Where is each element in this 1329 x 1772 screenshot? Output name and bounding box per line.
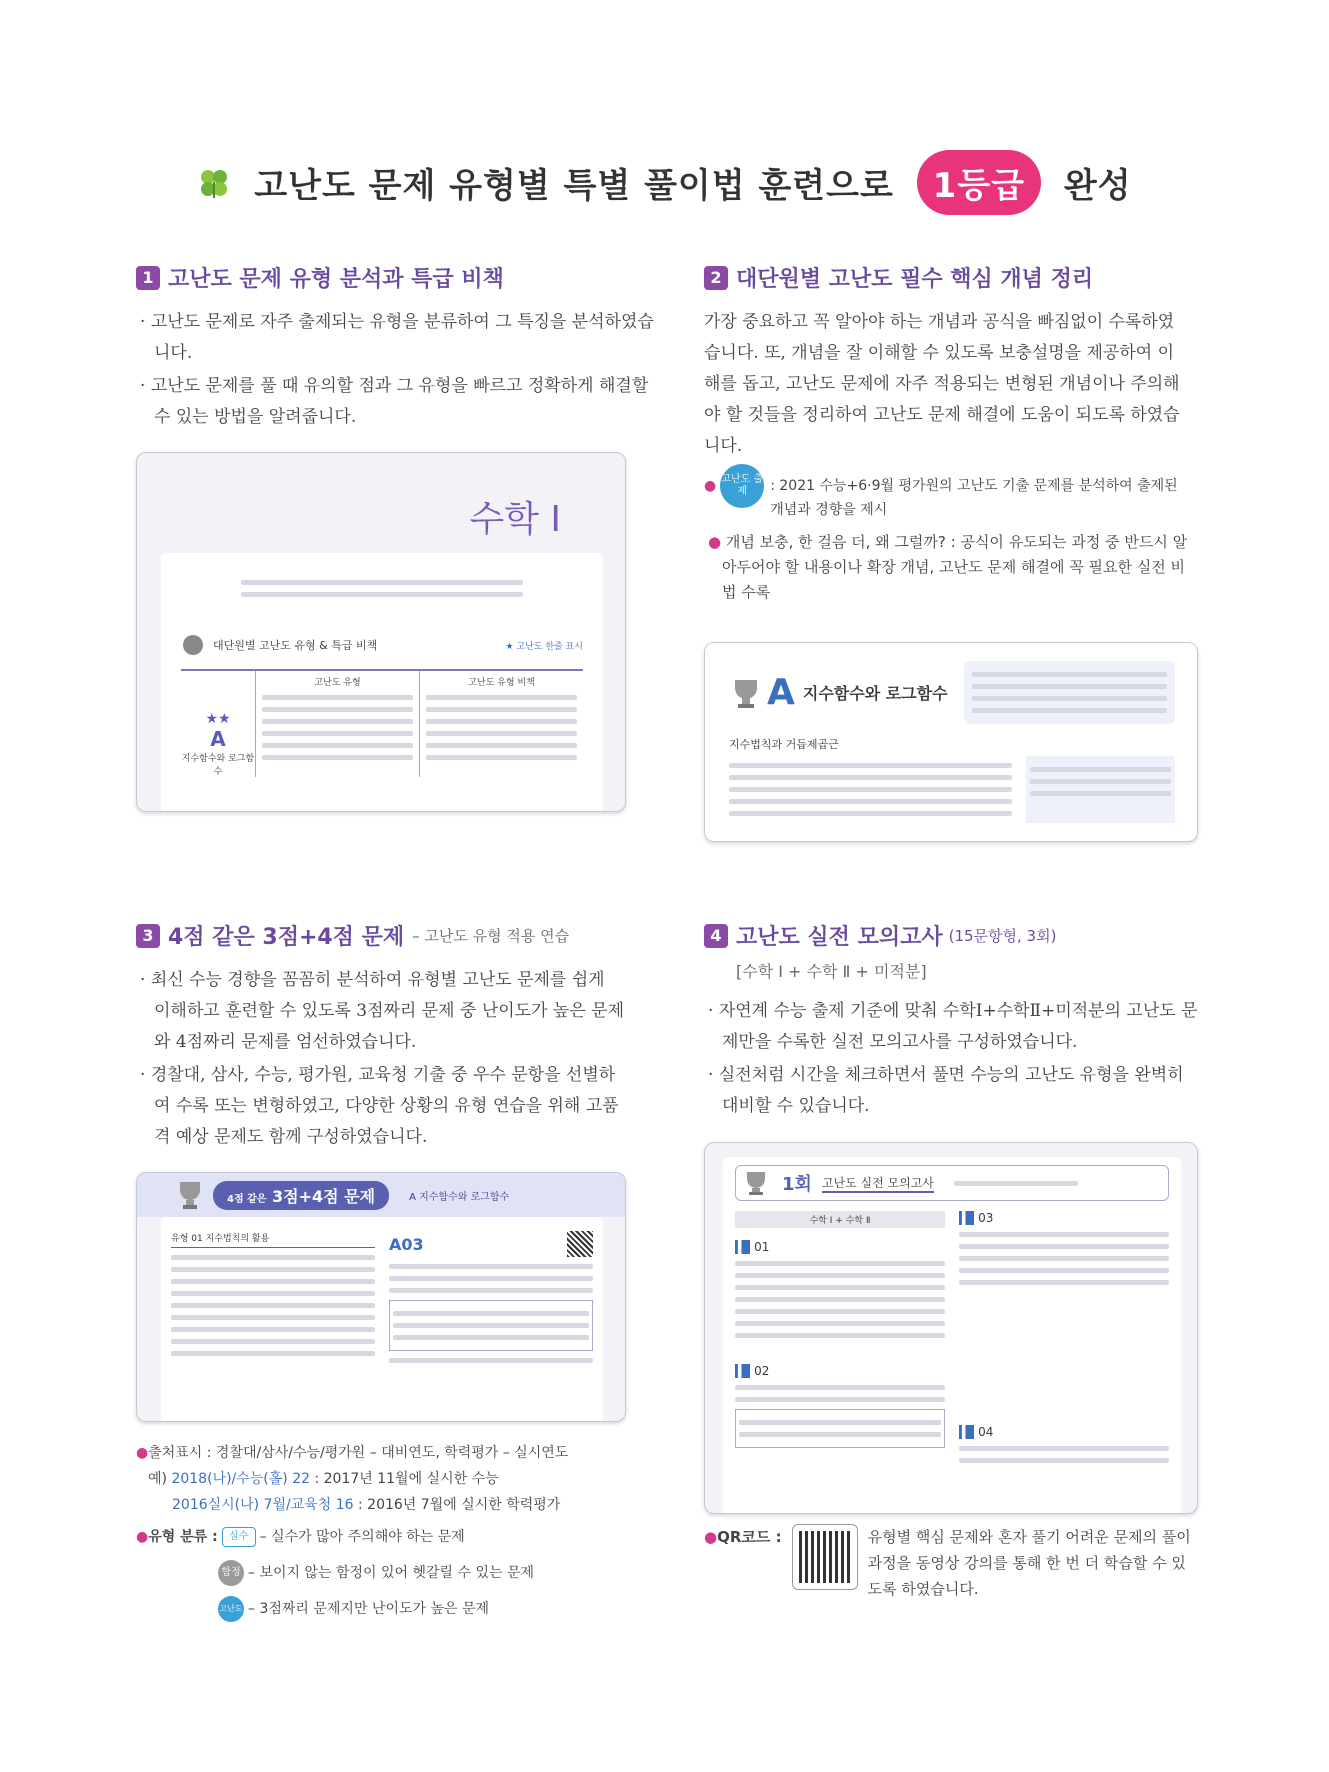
section-2-heading <box>704 262 1188 293</box>
question-number: ▍ 03 <box>959 1211 1169 1225</box>
unit-letter: A <box>210 727 226 751</box>
source-example-2: 2016실시(나) 7월/교육청 16 : 2016년 7월에 실시한 학력평가 <box>172 1497 561 1513</box>
title-prefix: 고난도 문제 유형별 특별 풀이법 훈련으로 <box>254 166 894 206</box>
section-1 <box>136 262 656 435</box>
band-title: 4점 같은 3점+4점 문제 <box>213 1181 389 1210</box>
subject-title: 수학 Ⅰ <box>469 499 561 540</box>
section-2 <box>704 262 1188 605</box>
type-row: 함정 – 보이지 않는 함정이 있어 헷갈릴 수 있는 문제 <box>136 1560 636 1586</box>
round-number: 1회 <box>782 1174 812 1195</box>
note-item: ● 고난도 출제 : 2021 수능+6·9월 평가원의 고난도 기출 문제를 분석하여 출제된 개념과 경향을 제시 <box>704 474 1188 522</box>
section-1-heading <box>136 262 656 293</box>
type-row: 고난도 – 3점짜리 문제지만 난이도가 높은 문제 <box>136 1596 636 1622</box>
section-3 <box>136 920 626 1155</box>
question-number: ▍ 04 <box>959 1425 1169 1439</box>
qr-description: 유형별 핵심 문제와 혼자 풀기 어려운 문제의 풀이 과정을 동영상 강의를 통해 한 번 더 학습할 수 있도록 하였습니다. <box>867 1528 1191 1598</box>
band-unit: A 지수함수와 로그함수 <box>409 1191 510 1203</box>
unit-name: 지수함수와 로그함수 <box>802 684 948 703</box>
qr-label: QR코드 : <box>717 1528 782 1546</box>
section-subtitle: – 고난도 유형 적용 연습 <box>412 927 570 945</box>
section-number: 3 <box>136 924 160 948</box>
section-title: 고난도 문제 유형 분석과 특급 비책 <box>168 267 504 292</box>
box-title: 대단원별 고난도 유형 & 특급 비책 <box>213 639 378 652</box>
subsection-title: 지수법칙과 거듭제곱근 <box>729 738 839 751</box>
section-number: 4 <box>704 924 728 948</box>
bullet-item: · 고난도 문제로 자주 출제되는 유형을 분류하여 그 특징을 분석하였습니다. <box>140 312 654 363</box>
bullet-item: · 자연계 수능 출제 기준에 맞춰 수학Ⅰ+수학Ⅱ+미적분의 고난도 문제만을 수록한 실전 모의고사를 구성하였습니다. <box>708 1001 1198 1052</box>
trophy-icon <box>177 1180 203 1210</box>
section-title: 고난도 실전 모의고사 <box>736 925 943 950</box>
section-4 <box>704 920 1198 1124</box>
difficulty-badge-icon: 고난도 출제 <box>720 464 764 508</box>
qr-code-icon <box>567 1231 593 1257</box>
section-title: 4점 같은 3점+4점 문제 <box>168 925 405 950</box>
section-subtitle: (15문항형, 3회) <box>948 927 1057 945</box>
column-header: 고난도 유형 비책 <box>468 678 535 688</box>
question-number: ▍ 02 <box>735 1364 945 1378</box>
clover-icon <box>197 166 231 209</box>
type-label: 유형 01 지수법칙의 활용 <box>171 1231 375 1248</box>
section-3-heading <box>136 920 626 951</box>
bullet-item: · 고난도 문제를 풀 때 유의할 점과 그 유형을 빠르고 정확하게 해결할 수 있는 방법을 알려줍니다. <box>140 376 649 427</box>
section-3-preview <box>136 1172 626 1422</box>
page-title <box>0 150 1329 215</box>
column-header: 수학 Ⅰ + 수학 Ⅱ <box>735 1211 945 1228</box>
trophy-icon <box>744 1170 768 1196</box>
note-text: 개념 보충, 한 걸음 더, 왜 그럴까? : 공식이 유도되는 과정 중 반드시 알아두어야 할 내용이나 확장 개념, 고난도 문제 해결에 꼭 필요한 실전 비법 수록 <box>722 533 1188 601</box>
section-2-preview <box>704 642 1198 842</box>
grade-badge: 1등급 <box>917 150 1041 215</box>
trap-icon: 함정 <box>218 1560 244 1586</box>
section-title: 대단원별 고난도 필수 핵심 개념 정리 <box>736 267 1094 292</box>
unit-letter: A <box>767 672 795 713</box>
exam-title: 고난도 실전 모의고사 <box>822 1174 934 1193</box>
qr-note: ● QR코드 : 유형별 핵심 문제와 혼자 풀기 어려운 문제의 풀이 과정을 동영상 강의를 통해 한 번 더 학습할 수 있도록 하였습니다. <box>704 1524 1198 1602</box>
type-row: ● 유형 분류 : 실수 – 실수가 많아 주의해야 하는 문제 <box>136 1529 465 1545</box>
source-example-1: 예) 2018(나)/수능(홀) 22 : 2017년 11월에 실시한 수능 <box>148 1471 499 1487</box>
subject-bracket: [수학 Ⅰ + 수학 Ⅱ + 미적분] <box>736 962 927 981</box>
bullet-item: · 최신 수능 경향을 꼼꼼히 분석하여 유형별 고난도 문제를 쉽게 이해하고 훈련할 수 있도록 3점짜리 문제 중 난이도가 높은 문제와 4점짜리 문제를 엄선하였습니다. <box>140 970 624 1052</box>
bullet-item: · 실전처럼 시간을 체크하면서 풀면 수능의 고난도 유형을 완벽히 대비할 수 있습니다. <box>708 1065 1184 1116</box>
section-1-preview <box>136 452 626 812</box>
mistake-icon: 실수 <box>222 1527 256 1547</box>
difficulty-icon: 고난도 <box>218 1596 244 1622</box>
qr-code-icon <box>792 1524 858 1590</box>
section-4-preview <box>704 1142 1198 1514</box>
title-suffix: 완성 <box>1063 166 1132 206</box>
star-tag: ★ 고난도 한줄 표시 <box>505 641 583 652</box>
column-header: 고난도 유형 <box>314 678 361 688</box>
section-4-heading <box>704 920 1198 951</box>
unit-name: 지수함수와 로그함수 <box>181 754 255 777</box>
trophy-icon <box>181 633 205 657</box>
bullet-item: · 경찰대, 삼사, 수능, 평가원, 교육청 기출 중 우수 문항을 선별하여 수록 또는 변형하였고, 다양한 상황의 유형 연습을 위해 고품격 예상 문제도 함께 구성하였습니다. <box>140 1065 619 1147</box>
problem-number: A03 <box>389 1234 424 1254</box>
trophy-icon <box>729 676 763 710</box>
note-text: : 2021 수능+6·9월 평가원의 고난도 기출 문제를 분석하여 출제된 개념과 경향을 제시 <box>770 478 1178 518</box>
question-number: ▍ 01 <box>735 1240 945 1254</box>
section-paragraph: 가장 중요하고 꼭 알아야 하는 개념과 공식을 빠짐없이 수록하였습니다. 또, 개념을 잘 이해할 수 있도록 보충설명을 제공하여 이해를 돕고, 고난도 문제에 자주 적용되는 변형된 개념이나 주의해야 할 것들을 정리하여 고난도 문제 해결에 도움이 되도록 하였습니다. <box>704 312 1180 456</box>
section-number: 2 <box>704 266 728 290</box>
source-label: ●출처표시 : 경찰대/삼사/수능/평가원 – 대비연도, 학력평가 – 실시연도 <box>136 1445 569 1461</box>
section-number: 1 <box>136 266 160 290</box>
source-notes <box>136 1440 636 1622</box>
star-icon: ★★ <box>205 711 231 727</box>
note-item: ● 개념 보충, 한 걸음 더, 왜 그럴까? : 공식이 유도되는 과정 중 반드시 알아두어야 할 내용이나 확장 개념, 고난도 문제 해결에 꼭 필요한 실전 비법 수록 <box>708 533 1188 601</box>
